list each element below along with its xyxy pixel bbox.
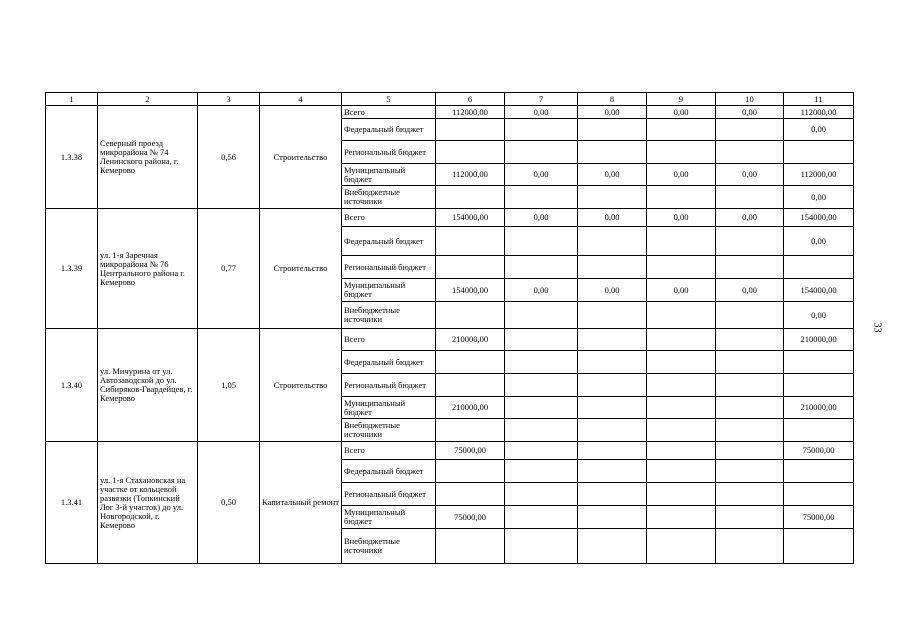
amount-cell	[578, 351, 647, 374]
amount-cell: 0,00	[784, 186, 854, 209]
amount-cell	[716, 329, 784, 351]
object-name-cell: ул. 1-я Стахановская на участке от кольцевой развязки (Топкинский Лог 3-й участок) до ул. Новгородской, г. Кемерово	[98, 442, 198, 564]
amount-cell	[578, 529, 647, 564]
object-id-cell: 1.3.38	[46, 106, 98, 209]
amount-cell	[505, 374, 578, 397]
amount-cell	[716, 256, 784, 279]
amount-cell: 0,00	[578, 164, 647, 186]
amount-cell	[436, 374, 505, 397]
amount-cell	[716, 483, 784, 506]
amount-cell	[647, 329, 716, 351]
budget-table	[45, 92, 854, 564]
funding-source-cell: Всего	[342, 329, 436, 351]
amount-cell	[578, 419, 647, 442]
amount-cell: 0,00	[578, 279, 647, 302]
amount-cell	[436, 460, 505, 483]
amount-cell: 154000,00	[436, 209, 505, 227]
amount-cell: 210000,00	[436, 329, 505, 351]
amount-cell	[647, 141, 716, 164]
amount-cell	[647, 302, 716, 329]
amount-cell	[784, 419, 854, 442]
amount-cell: 0,00	[716, 209, 784, 227]
amount-cell: 0,00	[578, 106, 647, 119]
amount-cell	[578, 119, 647, 141]
amount-cell: 0,00	[647, 279, 716, 302]
length-cell: 0,50	[198, 442, 260, 564]
amount-cell	[784, 374, 854, 397]
amount-cell	[647, 119, 716, 141]
amount-cell	[647, 419, 716, 442]
object-id-cell: 1.3.40	[46, 329, 98, 442]
amount-cell	[716, 351, 784, 374]
amount-cell	[436, 119, 505, 141]
header-cell: 3	[198, 93, 260, 106]
funding-source-cell: Всего	[342, 209, 436, 227]
object-name-cell: ул. Мичурина от ул. Автозаводской до ул. Сибиряков-Гвардейцев, г. Кемерово	[98, 329, 198, 442]
amount-cell: 0,00	[505, 279, 578, 302]
object-id-cell: 1.3.41	[46, 442, 98, 564]
work-type-cell: Строительство	[260, 209, 342, 329]
table-row	[46, 442, 854, 460]
amount-cell	[647, 506, 716, 529]
amount-cell	[647, 256, 716, 279]
amount-cell	[578, 141, 647, 164]
amount-cell	[647, 397, 716, 419]
amount-cell: 0,00	[578, 209, 647, 227]
amount-cell	[716, 227, 784, 256]
amount-cell	[578, 302, 647, 329]
amount-cell	[436, 227, 505, 256]
amount-cell: 0,00	[505, 209, 578, 227]
funding-source-cell: Муниципальный бюджет	[342, 279, 436, 302]
header-cell: 7	[505, 93, 578, 106]
amount-cell	[505, 329, 578, 351]
amount-cell	[716, 442, 784, 460]
amount-cell: 210000,00	[436, 397, 505, 419]
funding-source-cell: Муниципальный бюджет	[342, 506, 436, 529]
amount-cell: 0,00	[647, 106, 716, 119]
amount-cell	[505, 119, 578, 141]
amount-cell	[647, 227, 716, 256]
funding-source-cell: Федеральный бюджет	[342, 351, 436, 374]
amount-cell: 75000,00	[784, 506, 854, 529]
amount-cell	[716, 141, 784, 164]
amount-cell	[505, 419, 578, 442]
object-name-cell: ул. 1-я Заречная микрорайона № 76 Центрального района г. Кемерово	[98, 209, 198, 329]
header-cell: 1	[46, 93, 98, 106]
header-cell: 4	[260, 93, 342, 106]
amount-cell	[505, 442, 578, 460]
table-body	[46, 93, 854, 564]
amount-cell: 210000,00	[784, 329, 854, 351]
amount-cell	[436, 483, 505, 506]
header-cell: 5	[342, 93, 436, 106]
amount-cell	[505, 460, 578, 483]
funding-source-cell: Всего	[342, 106, 436, 119]
amount-cell: 154000,00	[784, 279, 854, 302]
funding-source-cell: Федеральный бюджет	[342, 460, 436, 483]
funding-source-cell: Внебюджетные источники	[342, 419, 436, 442]
amount-cell	[716, 460, 784, 483]
amount-cell	[716, 506, 784, 529]
amount-cell: 0,00	[716, 279, 784, 302]
amount-cell	[647, 460, 716, 483]
amount-cell	[578, 227, 647, 256]
table-row	[46, 209, 854, 227]
work-type-cell: Строительство	[260, 329, 342, 442]
amount-cell	[436, 141, 505, 164]
header-cell: 11	[784, 93, 854, 106]
amount-cell	[505, 351, 578, 374]
amount-cell	[784, 351, 854, 374]
funding-source-cell: Региональный бюджет	[342, 256, 436, 279]
funding-source-cell: Региональный бюджет	[342, 483, 436, 506]
header-cell: 10	[716, 93, 784, 106]
amount-cell: 112000,00	[436, 164, 505, 186]
amount-cell: 0,00	[784, 227, 854, 256]
amount-cell	[784, 460, 854, 483]
amount-cell	[578, 506, 647, 529]
amount-cell: 0,00	[784, 119, 854, 141]
amount-cell: 0,00	[716, 106, 784, 119]
amount-cell	[436, 529, 505, 564]
amount-cell	[436, 256, 505, 279]
funding-source-cell: Внебюджетные источники	[342, 529, 436, 564]
amount-cell	[436, 419, 505, 442]
funding-source-cell: Региональный бюджет	[342, 374, 436, 397]
amount-cell: 0,00	[647, 164, 716, 186]
table-row	[46, 106, 854, 119]
amount-cell: 154000,00	[784, 209, 854, 227]
amount-cell	[784, 141, 854, 164]
amount-cell	[578, 374, 647, 397]
amount-cell	[578, 460, 647, 483]
amount-cell: 75000,00	[436, 506, 505, 529]
amount-cell	[578, 186, 647, 209]
header-cell: 2	[98, 93, 198, 106]
header-cell: 9	[647, 93, 716, 106]
amount-cell	[436, 186, 505, 209]
amount-cell	[578, 256, 647, 279]
amount-cell	[578, 483, 647, 506]
amount-cell	[505, 141, 578, 164]
funding-source-cell: Федеральный бюджет	[342, 119, 436, 141]
amount-cell: 112000,00	[784, 164, 854, 186]
funding-source-cell: Внебюджетные источники	[342, 302, 436, 329]
amount-cell	[716, 119, 784, 141]
amount-cell	[436, 351, 505, 374]
amount-cell	[647, 374, 716, 397]
amount-cell: 75000,00	[436, 442, 505, 460]
work-type-cell: Капитальный ремонт	[260, 442, 342, 564]
amount-cell: 112000,00	[436, 106, 505, 119]
amount-cell	[784, 256, 854, 279]
amount-cell: 0,00	[505, 164, 578, 186]
funding-source-cell: Всего	[342, 442, 436, 460]
page-number: 33	[871, 322, 883, 333]
amount-cell: 0,00	[784, 302, 854, 329]
amount-cell	[505, 506, 578, 529]
funding-source-cell: Федеральный бюджет	[342, 227, 436, 256]
amount-cell	[505, 256, 578, 279]
header-cell: 8	[578, 93, 647, 106]
funding-source-cell: Региональный бюджет	[342, 141, 436, 164]
amount-cell	[505, 483, 578, 506]
amount-cell	[647, 483, 716, 506]
amount-cell	[716, 397, 784, 419]
length-cell: 0,77	[198, 209, 260, 329]
amount-cell	[716, 419, 784, 442]
amount-cell: 210000,00	[784, 397, 854, 419]
amount-cell	[647, 186, 716, 209]
amount-cell	[436, 302, 505, 329]
table-row	[46, 329, 854, 351]
object-name-cell: Северный проезд микрорайона № 74 Ленинского района, г. Кемерово	[98, 106, 198, 209]
work-type-cell: Строительство	[260, 106, 342, 209]
funding-source-cell: Муниципальный бюджет	[342, 164, 436, 186]
amount-cell	[784, 483, 854, 506]
amount-cell	[784, 529, 854, 564]
amount-cell	[578, 329, 647, 351]
amount-cell	[505, 397, 578, 419]
header-row	[46, 93, 854, 106]
amount-cell	[505, 302, 578, 329]
amount-cell	[505, 227, 578, 256]
amount-cell	[647, 351, 716, 374]
amount-cell	[716, 374, 784, 397]
amount-cell: 0,00	[647, 209, 716, 227]
amount-cell	[716, 302, 784, 329]
amount-cell: 154000,00	[436, 279, 505, 302]
funding-source-cell: Муниципальный бюджет	[342, 397, 436, 419]
amount-cell	[647, 442, 716, 460]
amount-cell: 112000,00	[784, 106, 854, 119]
amount-cell: 75000,00	[784, 442, 854, 460]
amount-cell	[505, 186, 578, 209]
length-cell: 0,56	[198, 106, 260, 209]
amount-cell: 0,00	[505, 106, 578, 119]
amount-cell	[578, 397, 647, 419]
amount-cell	[578, 442, 647, 460]
amount-cell	[647, 529, 716, 564]
length-cell: 1,05	[198, 329, 260, 442]
funding-source-cell: Внебюджетные источники	[342, 186, 436, 209]
amount-cell: 0,00	[716, 164, 784, 186]
amount-cell	[716, 186, 784, 209]
amount-cell	[716, 529, 784, 564]
header-cell: 6	[436, 93, 505, 106]
object-id-cell: 1.3.39	[46, 209, 98, 329]
amount-cell	[505, 529, 578, 564]
